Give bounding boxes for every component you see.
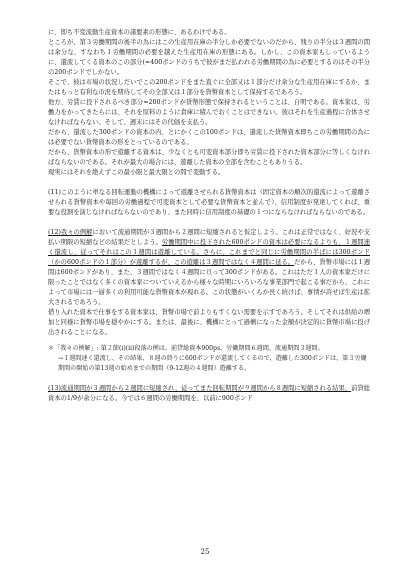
paragraph-13-rest: 前貸総資本の1/9が余分になる。今では６週間の労働期間を、以前に900ポンド [48,385,371,402]
paragraph-13 [48,384,370,404]
intro-paragraph-5: だから、還流した300ポンドの資本の内、とにかくこの100ポンドは、還流した貨幣資本即ちこの労働期間の為には必要でない貨幣資本の形をとっているのである。 [48,129,370,146]
intro-paragraph-3: そこで、彼は市場の状況しだいでこの200ポンドをまた直ぐに全部又は１部分だけ余分な生産用在庫にするか、またはもっと有利な市況を期待してその全部又は１部分を貨幣資本として保持するであろう。 [48,79,370,96]
paragraph-12 [48,228,370,308]
paragraph-12-continuation: 借り入れた資本で仕事をする資本家は、貨幣市場で前よりもすくない需要を示すであろう。そしてそれは供給の増加と同様に貨幣市場を穏やかにする。または、最後に、機構にとって過剰になった金額が決定的に貨幣市場に投げ出されることになる。 [48,309,370,336]
intro-paragraph-4: 他方、労賃に投下されるべき部分=200ポンドが貨幣形態で保持されるということは、自明である。資本家は、労働力をかってきたらには、それを原料のように倉庫に積んでおくことはできない。彼はそれを生産過程に合体させなければならない。そして、週末にはその代価を支払う。 [48,99,370,126]
paragraph-12-lead: において流通期間が３週間から２週間に短縮されると仮定しよう。これは正常ではなく、好況や支払い期限の短縮などの結果だとしよう。 [48,229,370,246]
intro-section [48,28,370,178]
underlined-sentence-13: (13)流通期間が３週間から２週間に短縮され、従ってまた回転期間が９週間から８週間に短縮される結果、 [48,385,352,392]
underlined-lead: (12)我々の例解 [48,229,93,236]
intro-paragraph-6: だから、貨幣資本の形で遊離する資本は、少なくとも可変資本部分即ち労賃に投下された資本部分に等しくなければならないのである。それが最大の場合には、遊離した資本の全部を含むこともありうる。 [48,149,370,166]
intro-paragraph-1: に、即ち不変流動生産資本の諸要素の形態に、あるわけである。 [48,29,231,36]
spacer [48,218,370,228]
underlined-sentence-2: さらに、これまでと同じに労働期間の半ばには300ポンド（かの600ポンドの１部分）が遊離するが、この遊離は３週間ではなく４週間に延る。 [48,249,370,266]
underlined-sentence-1: 労働期間中に投下された600ポンドの資本は必要になるよりも、１週間速く還流し、従ってそれはこの１週間は遊離している。 [48,239,370,256]
intro-paragraph-7: 現実にはそれを絶えずこの最小限と最大限との間で変動する。 [48,169,225,176]
footnote-line-2: →１週間速く還流し、その結果、８週の終りに600ポンドが還流してくるので、遊離した300ポンドは、第３労働期間の開始の第13週の始めまでの期間（9-12週の４週間）遊離する。 [58,355,367,372]
paragraph-12-rest: だから、貨幣市場には１週間は600ポンドがあり、また、３週間ではなく４週間に亘って300ポンドがある。これはただ１人の資本家だけに限ったことではなく多くの資本家についていえるから様々な時期にいろいろな事業部門で起こる事だから、これによって市場には一層多くの利用可能な貨幣資本が現れる。この状態がいくらか長く続けば、事情が許せば生産は拡大されるであろう。 [48,259,370,306]
intro-paragraph-2: ところが、第３労働期間の後半の為にはこの生産用在庫の半分しか必要でないのだから、残りの半分は３週間の間は余分な、すなわち１労働期間の必要を越えた生産用在庫の形態にある。しかし、この資本家もしっているように、還流してくる資本のこの部分(=400ポンドのうちで彼がまだ払われる労働期間の為に必要とするのはその半分の200ポンドでしかない。 [48,39,370,76]
page-number: 25 [200,548,210,556]
spacer [48,178,370,188]
footnote-line-1: ＊「我々の例解」: 第２節(ⅰ)(ⅱ)段落の例は、前貸総資本900ps、労働期間６週間、流通期間３週間。 [48,345,324,352]
footnote [48,344,370,374]
spacer [48,374,370,384]
paragraph-11: (11)このように単なる回転運動の機構によって遊離させられる貨幣資本は（固定資本の順次的還流によって遊離させられる貨幣資本や毎回の労働過程で可変資本として必要な貨幣資本と並んで）、信用制度が発達してくれば、重要な役割を演じなければならないのであり、また同時に信用制度の基礎の１つにならなければならないのである。 [48,189,370,216]
